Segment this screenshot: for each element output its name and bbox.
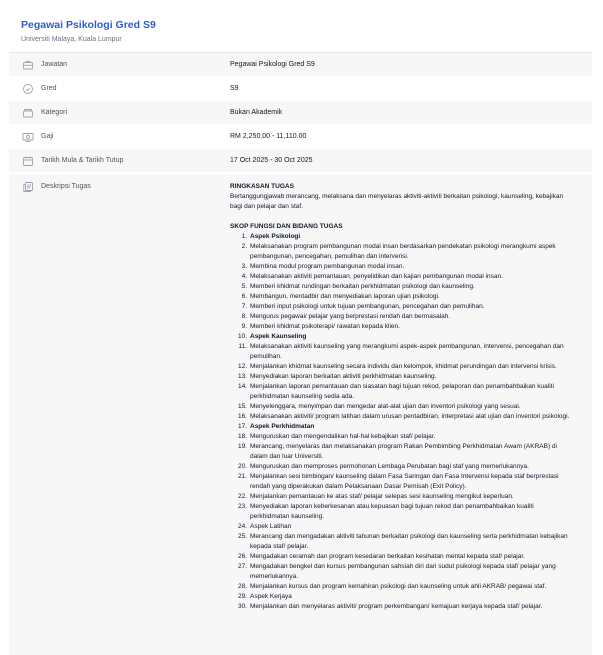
duty-text: Menjalankan khidmat kaunseling secara individu dan kelompok, khidmat perundingan dan intervensi krisis. (250, 363, 557, 370)
duty-text: Menyediakan laporan berkaitan aktiviti perkhidmatan kaunseling. (250, 373, 437, 380)
duty-item (230, 242, 570, 262)
scope-heading: SKOP FUNGSI DAN BIDANG TUGAS (230, 223, 343, 230)
field-row-deskripsi (9, 175, 592, 655)
duty-text: Menguruskan dan memproses permohonan Lembaga Perubatan bagi staf yang memerlukannya. (250, 463, 529, 470)
duty-number: 5. (241, 283, 247, 290)
duty-text: Menjalankan pemantauan ke atas staf/ pelajar selepas sesi kaunseling mengikut keperluan. (250, 493, 514, 500)
duty-item (230, 402, 570, 412)
field-row-kategori (9, 101, 592, 125)
duty-text: Menguruskan dan mengendalikan hal-hal kebajikan staf/ pelajar. (250, 433, 436, 440)
field-row-jawatan (9, 53, 592, 77)
duty-item (230, 362, 570, 372)
duty-text: Merancang, menyelaras dan melaksanakan program Rakan Pembimbing Perkhidmatan Awam (AKRAB) di dalam dan luar Universiti. (250, 443, 557, 460)
field-label: Deskripsi Tugas (41, 183, 91, 190)
duty-text: Aspek Latihan (250, 523, 292, 530)
check-circle-icon (22, 83, 34, 95)
organization-name: Universiti Malaya, Kuala Lumpur (21, 36, 122, 43)
duty-text: Aspek Psikologi (250, 233, 301, 240)
duty-text: Melaksanakan aktiviti/ program latihan dalam urusan pentadbiran, interpretasi alat ujian dan inventori psikologi. (250, 413, 570, 420)
duty-item (230, 472, 570, 492)
duty-item (230, 382, 570, 402)
duty-number: 3. (241, 263, 247, 270)
field-row-tarikh (9, 149, 592, 173)
duty-number: 6. (241, 293, 247, 300)
duty-number: 8. (241, 313, 247, 320)
duty-number: 25. (237, 533, 247, 540)
duty-item (230, 262, 570, 272)
duty-number: 24. (237, 523, 247, 530)
field-label: Gred (41, 85, 57, 92)
duty-item (230, 462, 570, 472)
duty-item (230, 322, 570, 332)
duty-number: 26. (237, 553, 247, 560)
duty-number: 23. (237, 503, 247, 510)
page-title: Pegawai Psikologi Gred S9 (21, 19, 156, 31)
duty-text: Melaksanakan aktiviti kaunseling yang merangkumi aspek-aspek pembangunan, intervensi, pencegahan dan pemulihan. (250, 343, 564, 360)
calendar-icon (22, 155, 34, 167)
field-label: Gaji (41, 133, 54, 140)
duty-number: 27. (237, 563, 247, 570)
duty-item (230, 502, 570, 522)
duty-text: Merancang dan mengadakan aktiviti tahunan berkaitan psikologi dan kaunseling serta perkhidmatan kebajikan kepada staf/ pelajar. (250, 533, 568, 550)
duty-text: Menjalankan dan menyelaras aktiviti/ program perkembangan/ kemajuan kerjaya kepada staf/ pelajar. (250, 603, 543, 610)
field-value: S9 (230, 85, 239, 92)
field-label: Kategori (41, 109, 68, 116)
duty-text: Mengadakan ceramah dan program kesedaran berkaitan kesihatan mental kepada staf/ pelajar. (250, 553, 525, 560)
duty-item (230, 582, 570, 592)
field-value: Bukan Akademik (230, 109, 283, 116)
duty-item (230, 592, 570, 602)
duty-text: Mengurus pegawai/ pelajar yang berprestasi rendah dan bermasalah. (250, 313, 451, 320)
duty-text: Melaksanakan program pembangunan modal insan berdasarkan pendekatan psikologi merangkumi aspek pembangunan, pencegahan, pemulihan dan intervensi. (250, 243, 556, 260)
field-value: RM 2,250.00 - 11,110.00 (230, 133, 307, 140)
duty-text: Menjalankan sesi bimbingan/ kaunseling dalam Fasa Saringan dan Fasa Intervensi kepada staf berprestasi rendah yang diperakukan dalam Pelaksanaan Dasar Pemisah (Exit Policy). (250, 473, 559, 490)
duty-text: Aspek Perkhidmatan (250, 423, 315, 430)
duty-item (230, 232, 570, 242)
field-label: Tarikh Mula & Tarikh Tutup (41, 157, 124, 164)
duty-item (230, 552, 570, 562)
duty-item (230, 272, 570, 282)
duty-text: Membina modul program pembangunan modal insan. (250, 263, 405, 270)
field-value: Pegawai Psikologi Gred S9 (230, 61, 315, 68)
duty-text: Aspek Kerjaya (250, 593, 292, 600)
duty-number: 16. (237, 413, 247, 420)
duty-item (230, 432, 570, 442)
duty-text: Aspek Kaunseling (250, 333, 307, 340)
duty-item (230, 292, 570, 302)
duty-number: 22. (237, 493, 247, 500)
duty-text: Menyediakan laporan keberkesanan atau kepuasan bagi tujuan rekod dan penambahbaikan kualiti perkhidmatan kaunseling. (250, 503, 534, 520)
document-copy-icon (22, 181, 34, 193)
duty-text: Membangun, mentadbir dan menyediakan laporan ujian psikologi. (250, 293, 440, 300)
duty-number: 20. (237, 463, 247, 470)
duty-item (230, 412, 570, 422)
duty-text: Memberi input psikologi untuk tujuan pembangunan, pencegahan dan pemulihan. (250, 303, 485, 310)
duty-item (230, 332, 570, 342)
duty-number: 9. (241, 323, 247, 330)
duty-number: 18. (237, 433, 247, 440)
duty-item (230, 492, 570, 502)
duty-text: Memberi khidmat rundingan berkaitan perkhidmatan psikologi dan kaunseling. (250, 283, 475, 290)
summary-heading: RINGKASAN TUGAS (230, 183, 294, 190)
field-label: Jawatan (41, 61, 68, 68)
summary-text: Bertanggungjawab merancang, melaksana dan menyelaras aktiviti-aktiviti berkaitan psikologi, kaunseling, kebajikan bagi dan pelajar dan staf. (230, 193, 564, 210)
duty-item (230, 442, 570, 462)
duty-number: 13. (237, 373, 247, 380)
building-icon (22, 107, 34, 119)
duty-number: 10. (237, 333, 247, 340)
duty-text: Menyelenggara, menyimpan dan mengedar alat-alat ujian dan inventori psikologi yang sesuai. (250, 403, 521, 410)
duty-item (230, 522, 570, 532)
duty-item (230, 282, 570, 292)
duty-number: 29. (237, 593, 247, 600)
money-icon (22, 131, 34, 143)
duty-text: Mengadakan bengkel dan kursus pembangunan sahsiah diri dari sudut psikologi kepada staf/ pelajar yang memerlukannya. (250, 563, 556, 580)
duty-number: 4. (241, 273, 247, 280)
duty-text: Menjalankan laporan pemantauan dan siasatan bagi tujuan rekod, pelaporan dan penambahbaikan kualiti perkhidmatan kaunseling sedia ada. (250, 383, 554, 400)
duty-list (230, 232, 570, 612)
duty-item (230, 602, 570, 612)
duty-number: 28. (237, 583, 247, 590)
duty-item (230, 312, 570, 322)
duty-item (230, 342, 570, 362)
field-value: 17 Oct 2025 - 30 Oct 2025 (230, 157, 313, 164)
duty-item (230, 532, 570, 552)
duty-item (230, 562, 570, 582)
duty-item (230, 372, 570, 382)
duty-text: Melaksanakan aktiviti pemantauan, penyelidikan dan kajian pembangunan modal insan. (250, 273, 503, 280)
duty-item (230, 422, 570, 432)
duty-number: 17. (237, 423, 247, 430)
duty-number: 14. (237, 383, 247, 390)
job-details-table (9, 53, 592, 655)
duty-number: 12. (237, 363, 247, 370)
duty-number: 15. (237, 403, 247, 410)
duty-number: 7. (241, 303, 247, 310)
duty-item (230, 302, 570, 312)
duty-number: 2. (241, 243, 247, 250)
job-description (230, 182, 570, 612)
field-row-gred (9, 77, 592, 101)
duty-number: 21. (237, 473, 247, 480)
field-row-gaji (9, 125, 592, 149)
duty-number: 1. (241, 233, 247, 240)
duty-text: Memberi khidmat psikoterapi/ rawatan kepada klien. (250, 323, 400, 330)
duty-text: Menjalankan kursus dan program kemahiran psikologi dan kaunseling untuk ahli AKRAB/ pegawai staf. (250, 583, 547, 590)
duty-number: 30. (237, 603, 247, 610)
duty-number: 11. (238, 343, 247, 350)
duty-number: 19. (237, 443, 247, 450)
job-header (21, 19, 581, 44)
briefcase-icon (22, 59, 34, 71)
